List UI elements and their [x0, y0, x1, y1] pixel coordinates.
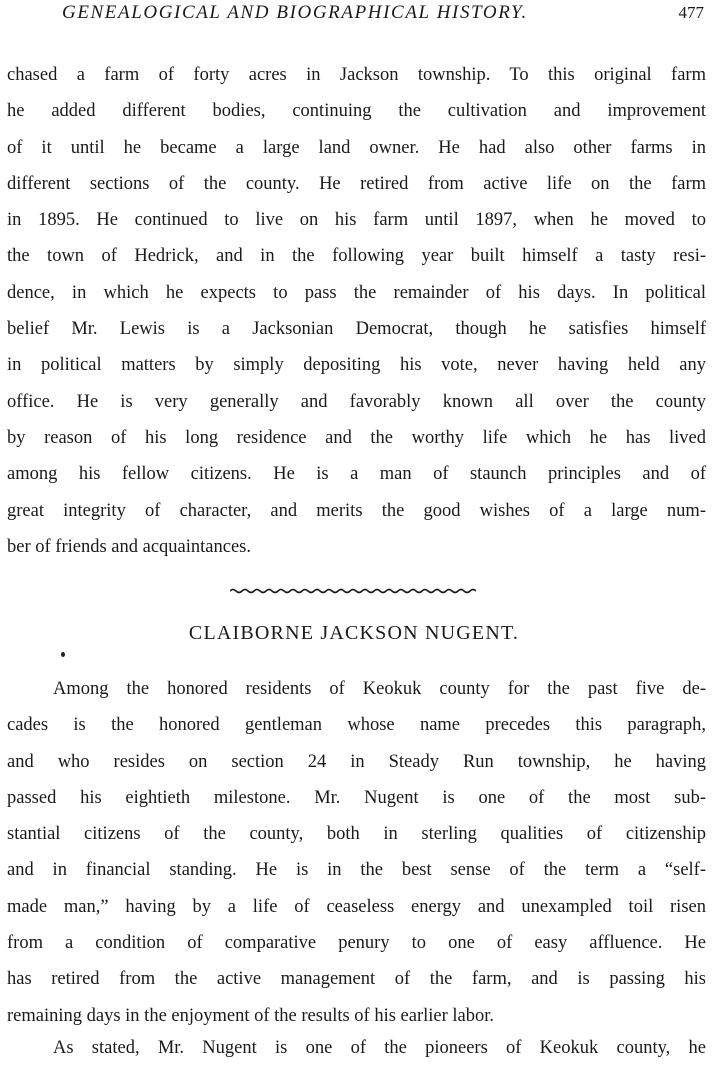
text-line: he added different bodies, continuing the cultivation and improvement: [7, 101, 706, 122]
text-line: from a condition of comparative penury to one of easy affluence. He: [7, 933, 706, 954]
text-line: made man,” having by a life of ceaseless energy and unexampled toil risen: [7, 896, 706, 917]
text-line: passed his eightieth milestone. Mr. Nugent is one of the most sub-: [7, 787, 706, 808]
text-line: and in financial standing. He is in the best sense of the term a “self-: [7, 860, 706, 881]
text-line: cades is the honored gentleman whose name precedes this paragraph,: [7, 715, 706, 736]
text-line: has retired from the active management of the farm, and is passing his: [7, 969, 706, 990]
text-line: ber of friends and acquaintances.: [7, 536, 251, 557]
paragraph-lewis-biography: [7, 57, 706, 565]
text-line: remaining days in the enjoyment of the results of his earlier labor.: [7, 1005, 495, 1026]
text-line: in political matters by simply depositing his vote, never having held any: [7, 355, 706, 376]
text-line: by reason of his long residence and the worthy life which he has lived: [7, 427, 706, 448]
text-line: As stated, Mr. Nugent is one of the pioneers of Keokuk county, he: [53, 1038, 706, 1058]
text-line: the town of Hedrick, and in the following year built himself a tasty resi-: [7, 246, 706, 267]
page-header: [0, 2, 718, 28]
paragraph-nugent-introduction: [7, 671, 706, 1034]
text-line: dence, in which he expects to pass the remainder of his days. In political: [7, 282, 706, 303]
text-line: among his fellow citizens. He is a man of staunch principles and of: [7, 464, 706, 485]
text-line: and who resides on section 24 in Steady Run township, he having: [7, 751, 706, 772]
page-number: 477: [678, 3, 704, 22]
text-line: different sections of the county. He retired from active life on the farm: [7, 173, 706, 194]
text-line: belief Mr. Lewis is a Jacksonian Democrat, though he satisfies himself: [7, 319, 706, 340]
text-line: great integrity of character, and merits the good wishes of a large num-: [7, 500, 706, 521]
running-head: GENEALOGICAL AND BIOGRAPHICAL HISTORY.: [62, 2, 528, 23]
section-title-text: CLAIBORNE JACKSON NUGENT.: [188, 622, 520, 644]
text-line: stantial citizens of the county, both in sterling qualities of citizenship: [7, 824, 706, 845]
paragraph-nugent-pioneer: [7, 1030, 706, 1066]
text-line: office. He is very generally and favorably known all over the county: [7, 391, 706, 412]
text-line: chased a farm of forty acres in Jackson township. To this original farm: [7, 65, 706, 85]
text-line: of it until he became a large land owner. He had also other farms in: [7, 137, 706, 158]
ink-speck: [61, 652, 65, 657]
wavy-section-divider: [230, 586, 476, 596]
section-title: [0, 622, 718, 645]
text-line: Among the honored residents of Keokuk county for the past five de-: [53, 679, 706, 699]
text-line: in 1895. He continued to live on his farm until 1897, when he moved to: [7, 210, 706, 231]
